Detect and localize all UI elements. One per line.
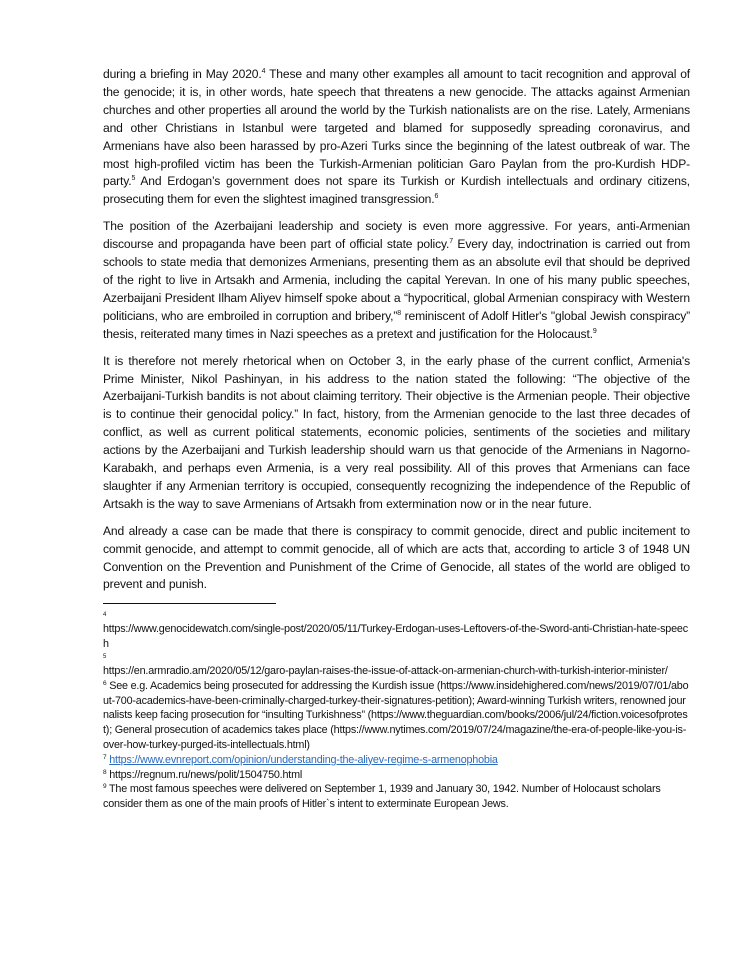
footnote-number: 9 bbox=[103, 783, 107, 791]
footnote-ref-7[interactable]: 7 bbox=[449, 238, 453, 246]
footnote-ref-4[interactable]: 4 bbox=[261, 68, 266, 75]
footnote-separator bbox=[103, 603, 276, 604]
text: during a briefing in May 2020. bbox=[103, 67, 262, 81]
footnote-number: 5 bbox=[103, 653, 107, 660]
footnote-text: https://www.genocidewatch.com/single-post/2020/05/11/Turkey-Erdogan-uses-Leftovers-of-the-Sword-anti-Christian-hate-speech bbox=[103, 623, 688, 651]
footnote-ref-6[interactable]: 6 bbox=[434, 193, 439, 201]
footnote-number: 6 bbox=[103, 679, 107, 687]
footnote-text: https://en.armradio.am/2020/05/12/garo-paylan-raises-the-issue-of-attack-on-armenian-church-with-turkish-interior-minister/ bbox=[103, 664, 668, 677]
document-page bbox=[103, 66, 690, 812]
footnote-text: The most famous speeches were delivered on September 1, 1939 and January 30, 1942. Number of Holocaust scholars consider them as one of the main proofs of Hitler`s intent to exterminate European Jews. bbox=[103, 783, 661, 811]
footnote-ref-5[interactable]: 5 bbox=[131, 175, 136, 183]
footnote-number: 4 bbox=[103, 612, 107, 619]
paragraph-1 bbox=[103, 66, 690, 209]
footnote-text: See e.g. Academics being prosecuted for addressing the Kurdish issue (https://www.insidehighered.com/news/2019/07/01/about-700-academics-have-been-criminally-charged-turkey-their-signatures-petition); Award-winning Turkish writers, renowned journalists keep facing prosecution for “insulting Turkishness” (https://www.theguardian.com/books/2006/jul/24/fiction.voicesofprotest); General prosecution of academics takes place (https://www.nytimes.com/2019/07/24/magazine/the-era-of-people-like-you-is-over-how-turkey-purged-its-intellectuals.html) bbox=[103, 679, 689, 751]
paragraph-4: And already a case can be made that there is conspiracy to commit genocide, direct and public incitement to commit genocide, and attempt to commit genocide, all of which are acts that, according to article 3 of 1948 UN Convention on the Prevention and Punishment of the Crime of Genocide, all states of the world are obliged to prevent and punish. bbox=[103, 523, 690, 592]
footnote-4 bbox=[103, 610, 690, 652]
footnote-link[interactable]: https://www.evnreport.com/opinion/understanding-the-aliyev-regime-s-armenophobia bbox=[109, 753, 498, 766]
footnote-ref-8[interactable]: 8 bbox=[397, 309, 401, 317]
paragraph-3: It is therefore not merely rhetorical when on October 3, in the early phase of the current conflict, Armenia's Prime Minister, Nikol Pashinyan, in his address to the nation stated the following: “The objective of the Azerbaijani-Turkish bandits is not about claiming territory. Their objective is the Armenian people. Their objective is to continue their genocidal policy.” In fact, history, from the Armenian genocide to the last three decades of conflict, as well as current political statements, economic policies, sentiments of the societies and military actions by the Azerbaijani and Turkish leadership should warn us that genocide of the Armenians in Nagorno-Karabakh, and perhaps even Armenia, is a very real possibility. All of this proves that Armenians can face slaughter if any Armenian territory is occupied, consequently recognizing the independence of the Republic of Artsakh is the way to save Armenians of Artsakh from extermination now or in the near future. bbox=[103, 353, 690, 511]
footnote-5 bbox=[103, 652, 690, 679]
paragraph-2 bbox=[103, 218, 690, 343]
footnote-6 bbox=[103, 679, 690, 753]
footnote-text: https://regnum.ru/news/polit/1504750.html bbox=[106, 768, 303, 781]
text: reminiscent of Adolf Hitler's "global Jewish conspiracy” thesis, reiterated many times in Nazi speeches as a pretext and justification for the Holocaust. bbox=[103, 308, 691, 341]
footnote-number: 8 bbox=[103, 768, 107, 776]
footnote-9 bbox=[103, 782, 690, 812]
text: Every day, indoctrination is carried out from schools to state media that demonizes Armenians, presenting them as an absolute evil that should be deprived of the right to live in Artsakh and Armenia, including the capital Yerevan. In one of his many public speeches, Azerbaijani President Ilham Aliyev himself spoke about a “hypocritical, global Armenian conspiracy with Western politicians, who are embroiled in corruption and bribery,” bbox=[103, 237, 690, 323]
footnote-ref-9[interactable]: 9 bbox=[592, 327, 597, 335]
footnote-7 bbox=[103, 753, 690, 768]
text: And Erdogan’s government does not spare its Turkish or Kurdish intellectuals and ordinary citizens, prosecuting them for even the slightest imagined transgression. bbox=[103, 174, 690, 207]
text: These and many other examples all amount to tacit recognition and approval of the genocide; it is, in other words, hate speech that threatens a new genocide. The attacks against Armenian churches and other properties all around the world by the Turkish nationalists are on the rise. Lately, Armenians and other Christians in Istanbul were targeted and blamed for supposedly spreading coronavirus, and Armenians have also been harassed by pro-Azeri Turks since the beginning of the latest outbreak of war. The most high-profiled victim has been the Turkish-Armenian politician Garo Paylan from the pro-Kurdish HDP-party. bbox=[103, 67, 690, 189]
text: The position of the Azerbaijani leadership and society is even more aggressive. For years, anti-Armenian discourse and propaganda have been part of official state policy. bbox=[103, 219, 690, 252]
footnote-number: 7 bbox=[103, 753, 107, 761]
footnote-8 bbox=[103, 768, 690, 783]
